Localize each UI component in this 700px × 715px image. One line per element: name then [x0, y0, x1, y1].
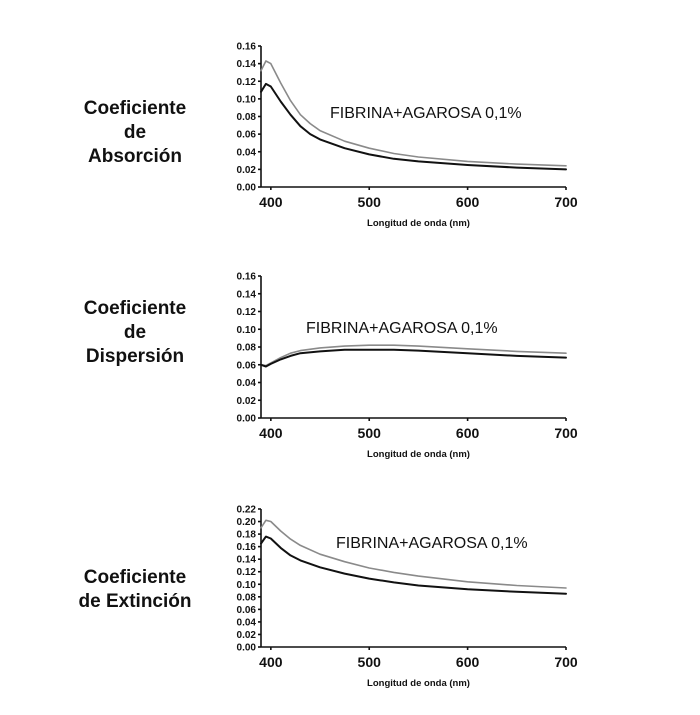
extinction-y-tick-label: 0.20 — [236, 517, 256, 529]
absorption-x-tick-label: 700 — [554, 194, 578, 210]
extinction-x-axis-label: Longitud de onda (nm) — [367, 678, 470, 689]
scattering-annotation: FIBRINA+AGAROSA 0,1% — [306, 320, 498, 337]
scattering-y-tick-label: 0.10 — [236, 324, 256, 336]
extinction-y-tick-label: 0.14 — [236, 554, 256, 566]
extinction-x-tick-label: 700 — [554, 654, 578, 670]
absorption-annotation: FIBRINA+AGAROSA 0,1% — [330, 105, 522, 122]
absorption-label-line-3: Absorción — [88, 146, 182, 167]
scattering-x-tick-label: 600 — [455, 425, 480, 441]
extinction-annotation: FIBRINA+AGAROSA 0,1% — [336, 535, 528, 552]
extinction-label-line-1: Coeficiente — [83, 567, 187, 588]
absorption-label-line-1: Coeficiente — [83, 98, 187, 119]
absorption-y-tick-label: 0.08 — [236, 112, 256, 123]
absorption-x-axis-label: Longitud de onda (nm) — [367, 218, 470, 229]
scattering-y-tick-label: 0.12 — [236, 307, 256, 318]
scattering-label-line-2: de — [123, 322, 147, 343]
absorption-label-line-2: de — [123, 122, 147, 143]
absorption-x-tick-label: 400 — [259, 194, 283, 210]
scattering-x-tick-label: 700 — [554, 425, 578, 441]
extinction-x-tick-label: 600 — [455, 654, 480, 670]
extinction-y-tick-label: 0.12 — [236, 567, 256, 579]
absorption-x-tick-label: 600 — [455, 194, 480, 210]
scattering-y-tick-label: 0.06 — [236, 360, 256, 372]
absorption-y-tick-label: 0.10 — [236, 94, 256, 106]
extinction-y-tick-label: 0.04 — [236, 617, 256, 629]
scattering-x-tick-label: 500 — [357, 425, 381, 441]
extinction-y-tick-label: 0.00 — [236, 642, 256, 654]
absorption-y-tick-label: 0.06 — [236, 129, 256, 141]
extinction-y-tick-label: 0.22 — [236, 504, 256, 516]
absorption-y-tick-label: 0.14 — [236, 59, 256, 71]
scattering-x-tick-label: 400 — [259, 425, 283, 441]
absorption-y-tick-label: 0.12 — [236, 76, 256, 88]
extinction-series-upper — [261, 520, 566, 588]
absorption-y-tick-label: 0.02 — [236, 164, 256, 176]
extinction-x-tick-label: 500 — [357, 654, 381, 670]
absorption-y-tick-label: 0.04 — [236, 147, 256, 159]
absorption-x-tick-label: 500 — [357, 194, 381, 210]
scattering-y-tick-label: 0.16 — [236, 271, 256, 283]
extinction-y-tick-label: 0.02 — [236, 629, 256, 641]
extinction-y-tick-label: 0.16 — [236, 542, 256, 554]
scattering-y-tick-label: 0.02 — [236, 395, 256, 407]
scattering-y-tick-label: 0.04 — [236, 378, 256, 389]
extinction-y-tick-label: 0.08 — [236, 592, 256, 604]
extinction-x-tick-label: 400 — [259, 654, 283, 670]
scattering-x-axis-label: Longitud de onda (nm) — [367, 449, 470, 460]
absorption-y-tick-label: 0.00 — [236, 182, 256, 194]
extinction-label-line-2: de Extinción — [78, 591, 192, 612]
extinction-y-tick-label: 0.18 — [236, 529, 256, 541]
scattering-label-line-3: Dispersión — [85, 346, 185, 367]
extinction-y-tick-label: 0.06 — [236, 604, 256, 616]
extinction-y-tick-label: 0.10 — [236, 579, 256, 591]
scattering-y-tick-label: 0.14 — [236, 289, 256, 301]
scattering-y-tick-label: 0.08 — [236, 342, 256, 354]
absorption-y-tick-label: 0.16 — [236, 41, 256, 53]
scattering-y-tick-label: 0.00 — [236, 413, 256, 425]
scattering-label-line-1: Coeficiente — [83, 298, 187, 319]
